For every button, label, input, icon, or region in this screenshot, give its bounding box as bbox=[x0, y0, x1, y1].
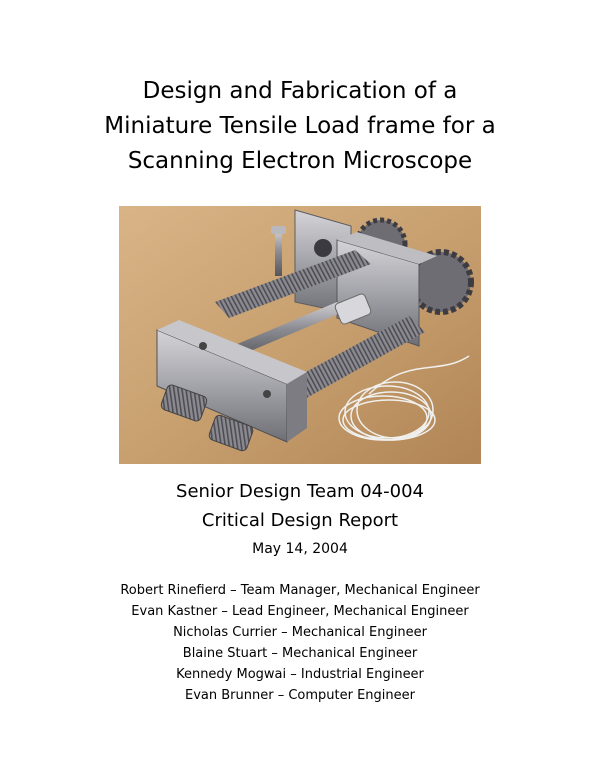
device-photo bbox=[119, 206, 481, 464]
report-type: Critical Design Report bbox=[201, 510, 399, 531]
team-member: Robert Rinefierd – Team Manager, Mechanical Engineer bbox=[120, 583, 480, 598]
loose-bolt bbox=[275, 230, 282, 276]
crosshead-bolt-right bbox=[263, 390, 271, 398]
report-date: May 14, 2004 bbox=[252, 541, 348, 557]
team-member: Nicholas Currier – Mechanical Engineer bbox=[173, 625, 427, 640]
team-member: Blaine Stuart – Mechanical Engineer bbox=[182, 646, 418, 661]
team-name: Senior Design Team 04-004 bbox=[176, 481, 424, 502]
team-member: Evan Brunner – Computer Engineer bbox=[185, 688, 415, 703]
device-photo-illustration bbox=[119, 206, 481, 464]
team-member: Kennedy Mogwai – Industrial Engineer bbox=[176, 667, 424, 682]
title-line-1: Design and Fabrication of a bbox=[142, 78, 458, 104]
plate-hole bbox=[314, 239, 332, 257]
title-line-3: Scanning Electron Microscope bbox=[127, 148, 473, 174]
team-member: Evan Kastner – Lead Engineer, Mechanical Engineer bbox=[131, 604, 469, 619]
title-line-2: Miniature Tensile Load frame for a bbox=[104, 113, 496, 139]
report-title bbox=[0, 74, 600, 179]
team-member-list bbox=[0, 580, 600, 706]
crosshead-bolt-left bbox=[199, 342, 207, 350]
